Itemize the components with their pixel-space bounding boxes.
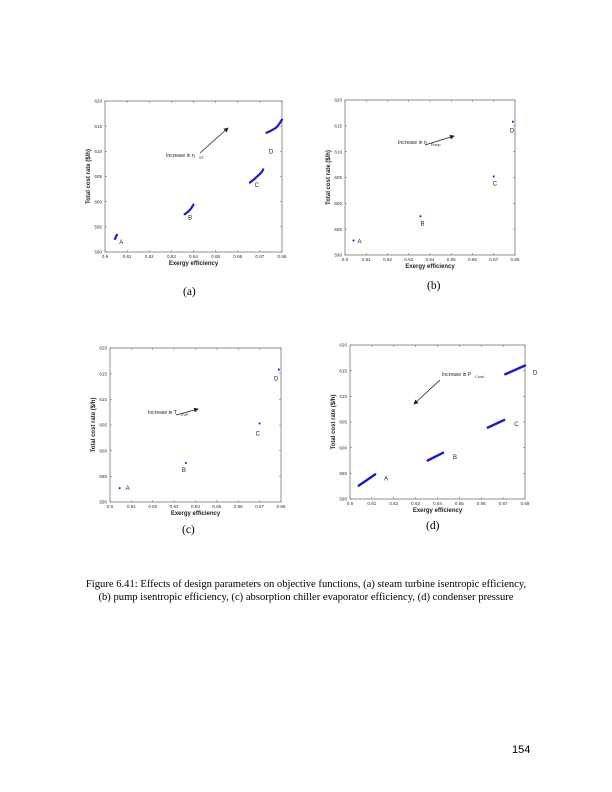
y-tick-label: 610 xyxy=(94,148,102,154)
y-axis-label: Total cost rate ($/h) xyxy=(326,150,332,205)
caption-line-2: (b) pump isentropic efficiency, (c) absorption chiller evaporator efficiency, (d) condenser pressure xyxy=(98,591,514,603)
arrow-icon xyxy=(414,380,440,404)
point-label-A: A xyxy=(119,239,124,246)
x-tick-label: 0.61 xyxy=(122,254,132,259)
x-tick-label: 0.66 xyxy=(233,504,243,509)
y-tick-label: 620 xyxy=(334,97,342,103)
point-label-B: B xyxy=(420,221,425,228)
y-tick-label: 605 xyxy=(99,422,107,428)
x-tick-label: 0.62 xyxy=(148,504,158,509)
subfigure-label-c: (c) xyxy=(182,524,195,536)
annotation-text: Increase in η xyxy=(398,140,427,146)
x-tick-label: 0.6 xyxy=(106,504,114,509)
y-tick-label: 600 xyxy=(94,199,102,205)
annotation-text: Increase in P xyxy=(442,372,472,378)
x-tick-label: 0.67 xyxy=(255,254,265,259)
x-axis-label: Exergy efficiency xyxy=(170,511,221,517)
y-tick-label: 595 xyxy=(94,224,102,230)
y-tick-label: 610 xyxy=(99,396,107,402)
x-tick-label: 0.63 xyxy=(411,501,421,506)
x-tick-label: 0.64 xyxy=(189,254,198,259)
point-label-D: D xyxy=(273,376,279,383)
x-tick-label: 0.61 xyxy=(361,257,371,262)
point-label-D: D xyxy=(533,370,538,377)
caption-line-1: Figure 6.41: Effects of design parameters on objective functions, (a) steam turbine isentropic efficiency, xyxy=(85,579,527,590)
x-tick-label: 0.62 xyxy=(389,501,399,506)
y-tick-label: 620 xyxy=(94,98,102,104)
y-tick-label: 590 xyxy=(99,499,107,505)
y-tick-label: 590 xyxy=(94,249,102,255)
series-A xyxy=(359,474,375,485)
point-label-A: A xyxy=(384,476,389,483)
annotation-subscript: Pump xyxy=(431,143,441,148)
x-tick-label: 0.68 xyxy=(277,254,287,259)
point-label-A: A xyxy=(125,486,130,493)
x-tick-label: 0.6 xyxy=(341,257,349,262)
x-tick-label: 0.64 xyxy=(191,504,200,509)
page-number: 154 xyxy=(512,744,531,756)
y-tick-label: 590 xyxy=(339,496,347,502)
x-tick-label: 0.63 xyxy=(404,257,414,262)
x-axis-label: Exergy efficiency xyxy=(412,508,463,514)
y-tick-label: 605 xyxy=(94,174,102,180)
x-tick-label: 0.68 xyxy=(276,504,286,509)
y-tick-label: 590 xyxy=(334,252,342,258)
annotation-subscript: EVP xyxy=(181,413,189,418)
x-tick-label: 0.63 xyxy=(166,254,176,259)
y-tick-label: 615 xyxy=(334,123,342,129)
point-label-C: C xyxy=(255,431,260,438)
series-C xyxy=(488,420,504,428)
x-tick-label: 0.6 xyxy=(346,501,354,506)
x-tick-label: 0.65 xyxy=(454,501,464,506)
point-label-A: A xyxy=(357,239,362,246)
y-axis-label: Total cost rate ($/h) xyxy=(86,149,92,204)
annotation-subscript: Cond xyxy=(475,375,484,380)
x-tick-label: 0.67 xyxy=(498,501,508,506)
y-axis-label: Total cost rate ($/h) xyxy=(331,394,337,450)
y-tick-label: 600 xyxy=(99,448,107,454)
x-tick-label: 0.68 xyxy=(520,501,530,506)
y-tick-label: 620 xyxy=(99,345,107,351)
point-label-C: C xyxy=(514,421,519,428)
subfigure-label-a: (a) xyxy=(183,286,196,298)
y-tick-label: 595 xyxy=(99,473,107,479)
x-tick-label: 0.67 xyxy=(255,504,265,509)
point-label-B: B xyxy=(188,215,193,222)
series-B xyxy=(428,453,443,461)
x-axis-label: Exergy efficiency xyxy=(168,261,219,267)
x-tick-label: 0.6 xyxy=(101,254,109,259)
point-label-C: C xyxy=(492,181,498,188)
y-tick-label: 600 xyxy=(339,445,347,451)
y-tick-label: 615 xyxy=(99,371,107,377)
x-tick-label: 0.65 xyxy=(212,504,222,509)
y-tick-label: 620 xyxy=(339,342,347,348)
y-tick-label: 595 xyxy=(339,470,347,476)
x-tick-label: 0.62 xyxy=(383,257,392,262)
subfigure-label-d: (d) xyxy=(426,520,440,532)
point-label-D: D xyxy=(268,149,274,156)
y-tick-label: 615 xyxy=(339,368,347,374)
x-tick-label: 0.63 xyxy=(169,504,179,509)
y-axis-label: Total cost rate ($/h) xyxy=(91,397,97,453)
y-tick-label: 605 xyxy=(334,175,342,181)
annotation-text: Increase in η xyxy=(166,153,195,159)
x-tick-label: 0.65 xyxy=(211,254,221,259)
y-tick-label: 605 xyxy=(339,419,347,425)
x-tick-label: 0.68 xyxy=(510,257,520,262)
point-label-D: D xyxy=(509,128,515,135)
x-tick-label: 0.62 xyxy=(144,254,154,259)
x-tick-label: 0.61 xyxy=(367,501,377,506)
x-axis-label: Exergy efficiency xyxy=(405,264,455,270)
figure-caption xyxy=(40,579,572,604)
y-tick-label: 610 xyxy=(334,149,342,155)
x-tick-label: 0.66 xyxy=(233,254,243,259)
y-tick-label: 595 xyxy=(334,226,342,232)
point-label-B: B xyxy=(452,454,457,461)
series-D xyxy=(505,366,525,375)
x-tick-label: 0.66 xyxy=(468,257,477,262)
x-tick-label: 0.66 xyxy=(476,501,486,506)
x-tick-label: 0.64 xyxy=(425,257,435,262)
y-tick-label: 610 xyxy=(339,393,347,399)
x-tick-label: 0.65 xyxy=(446,257,456,262)
y-tick-label: 615 xyxy=(94,123,102,129)
point-label-B: B xyxy=(181,467,186,474)
annotation-subscript: ST xyxy=(199,156,204,161)
x-tick-label: 0.67 xyxy=(489,257,499,262)
annotation-text: Increase in T xyxy=(148,410,177,416)
x-tick-label: 0.61 xyxy=(126,504,136,509)
point-label-C: C xyxy=(254,182,260,189)
y-tick-label: 600 xyxy=(334,200,342,206)
x-tick-label: 0.64 xyxy=(433,501,442,506)
subfigure-label-b: (b) xyxy=(427,280,441,292)
